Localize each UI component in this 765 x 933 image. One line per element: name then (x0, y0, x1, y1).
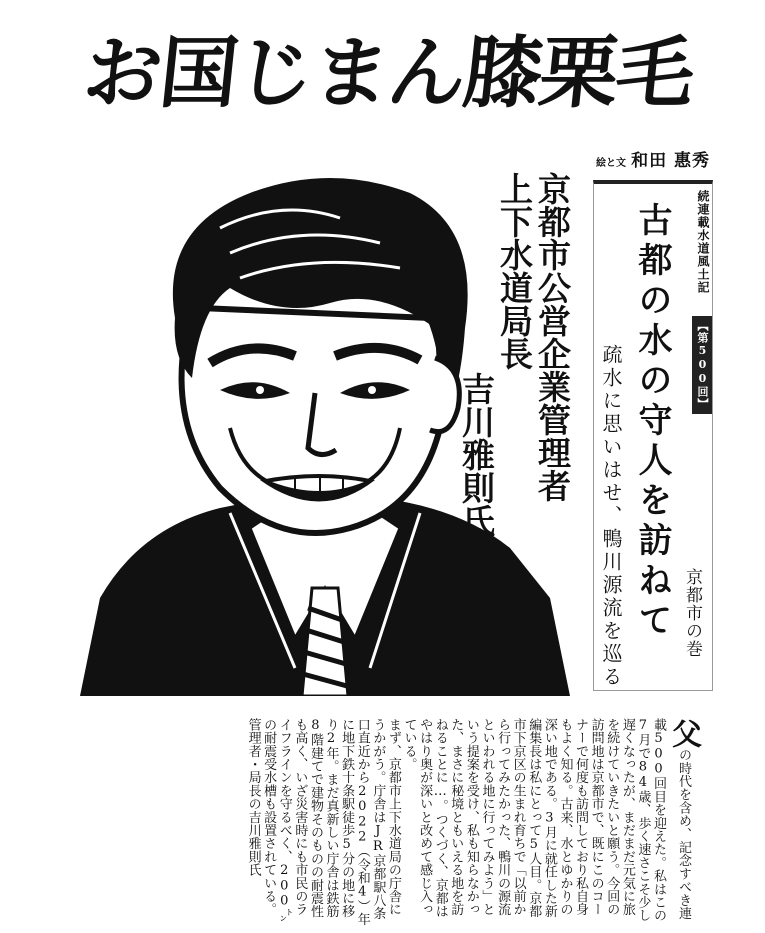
byline-prefix: 絵と文 (596, 158, 626, 169)
volume-label: 京都市の巻 (682, 568, 702, 658)
issue-badge (692, 316, 712, 414)
portrait-caption (457, 172, 576, 572)
caption-role: 上下水道局長 (495, 172, 534, 370)
byline (596, 146, 710, 171)
article-paragraph: 父の時代を含め、記念すべき連載500回目を迎えた。私はこの7月で84歳、歩く速さこそ少し遅くなったが、まだまだ元気に旅を続けていきたいと願う。今回の訪問地は京都市で、既にこのコーナーで何度も訪問しており私自身もよく知る。古来、水とゆかりの深い地である。3月に就任した新編集長は私にとって5人目。京都市下京区の生まれ育ちで「以前から行ってみたかった、鴨川の源流といわれる地に行ってみよう」という提案を受け、私も知らなかった、まさに秘境ともいえる地を訪ねることに…。つくづく、京都はやはり奥が深いと改めて感じ入っている。 (401, 718, 701, 922)
article-paragraph: まず、京都市上下水道局の庁舎にうかがう。庁舎はJR京都駅八条口直近から2022（令和4）年に地下鉄十条駅徒歩5分の地に移り2年。まだ真新しい庁舎は鉄筋8階建てで建物そのものの耐震性も高く、いざ災害時にも市民のライフラインを守るべく、200㌧の耐震受水槽も設置されている。 (261, 718, 401, 926)
byline-author: 和田 惠秀 (631, 151, 711, 171)
caption-title: 京都市公営企業管理者 (533, 172, 572, 502)
masthead-title: お国じまん膝栗毛 (79, 29, 697, 119)
masthead (58, 14, 718, 142)
article-title: 古都の水の守人を訪ねて (632, 202, 672, 642)
series-label: 続連載水道風土記 (696, 190, 710, 294)
issue-number: 【第500回】 (696, 320, 709, 410)
dropcap: 父 (666, 718, 701, 749)
caption-name: 吉川雅則氏 (457, 372, 496, 537)
article-paragraph: 管理者・局長の吉川雅則氏 (245, 718, 261, 877)
article-body (72, 718, 702, 926)
article-subtitle: 疏水に思いはせ、鴨川源流を巡る (599, 344, 623, 689)
